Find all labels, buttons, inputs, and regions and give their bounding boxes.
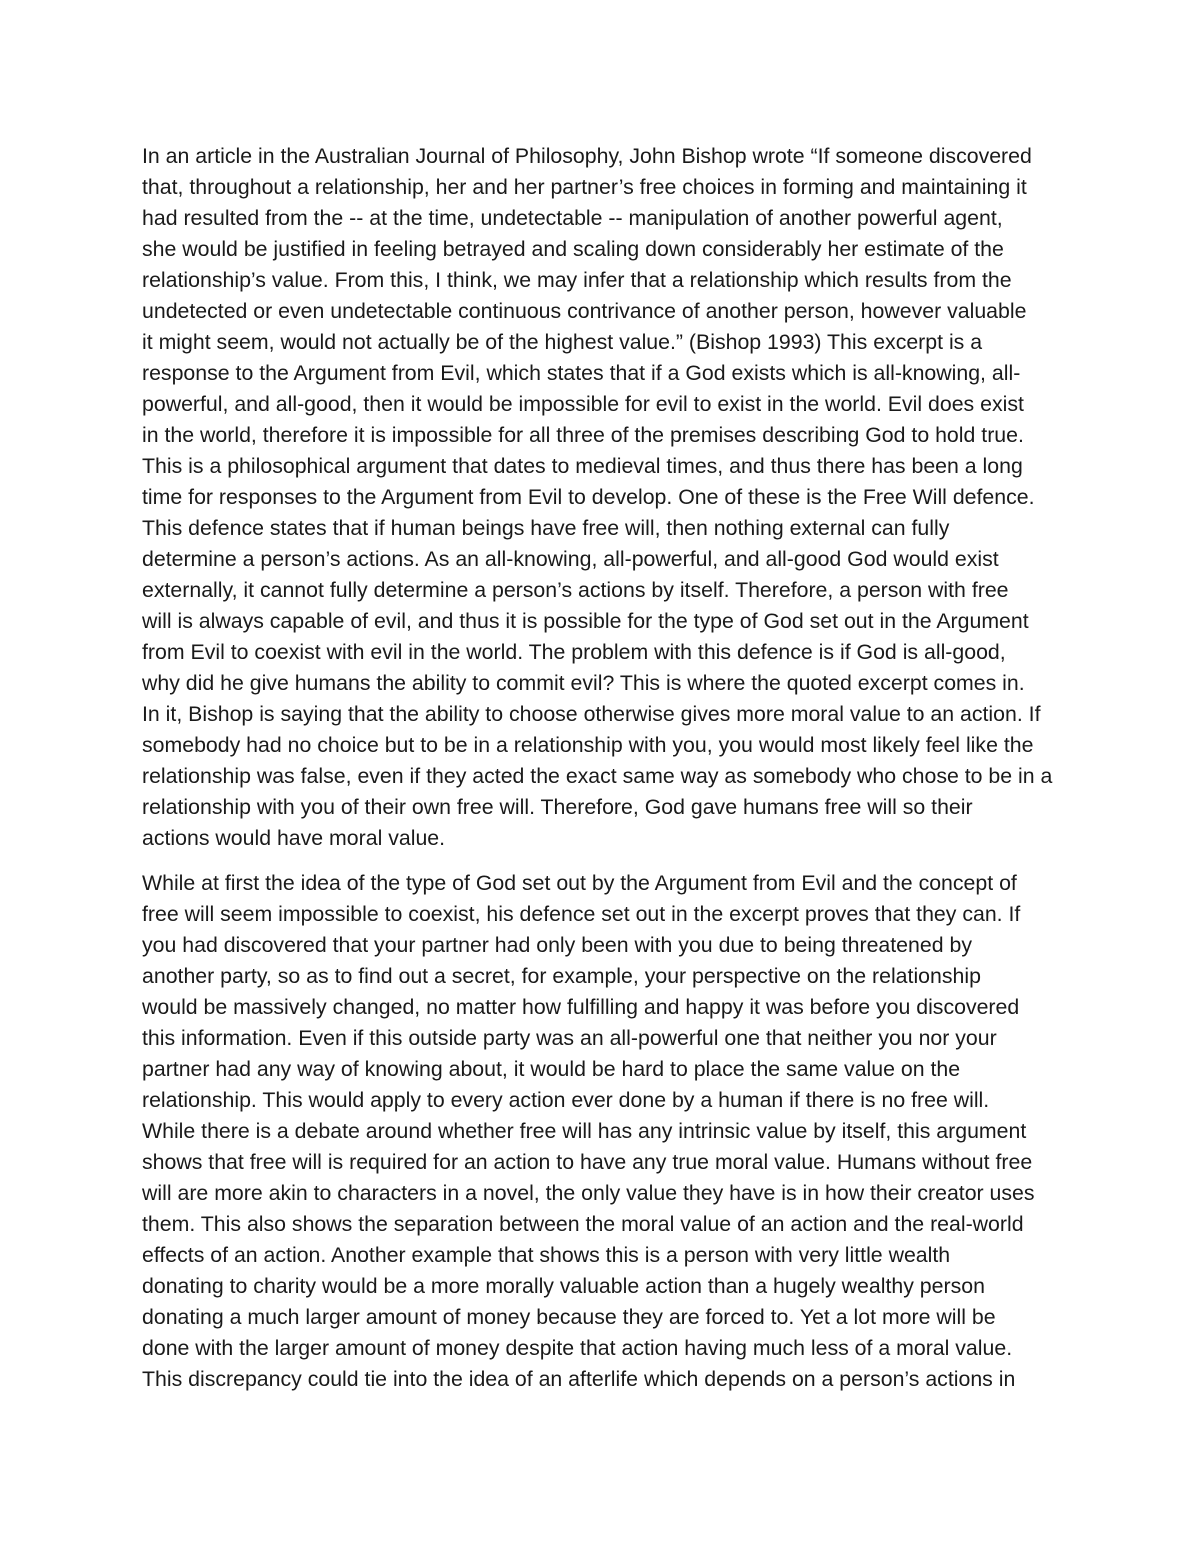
document-body: [142, 141, 1062, 1395]
text-line: In it, Bishop is saying that the ability to choose otherwise gives more moral value to an action. If: [142, 702, 1041, 726]
text-line: relationship. This would apply to every action ever done by a human if there is no free will.: [142, 1088, 990, 1112]
paragraph-gap: [142, 854, 1062, 868]
text-line: will is always capable of evil, and thus it is possible for the type of God set out in the Argument: [142, 609, 1029, 633]
text-line: them. This also shows the separation between the moral value of an action and the real-world: [142, 1212, 1024, 1236]
text-line: another party, so as to find out a secret, for example, your perspective on the relationship: [142, 964, 981, 988]
text-line: effects of an action. Another example that shows this is a person with very little wealth: [142, 1243, 951, 1267]
text-line: would be massively changed, no matter how fulfilling and happy it was before you discovered: [142, 995, 1020, 1019]
text-line: somebody had no choice but to be in a relationship with you, you would most likely feel like the: [142, 733, 1034, 757]
text-line: free will seem impossible to coexist, his defence set out in the excerpt proves that they can. If: [142, 902, 1021, 926]
text-line: partner had any way of knowing about, it would be hard to place the same value on the: [142, 1057, 961, 1081]
text-line: you had discovered that your partner had only been with you due to being threatened by: [142, 933, 972, 957]
text-line: This discrepancy could tie into the idea of an afterlife which depends on a person’s actions in: [142, 1367, 1016, 1391]
text-line: donating to charity would be a more morally valuable action than a hugely wealthy person: [142, 1274, 985, 1298]
text-line: relationship was false, even if they acted the exact same way as somebody who chose to be in a: [142, 764, 1053, 788]
text-line: why did he give humans the ability to commit evil? This is where the quoted excerpt comes in.: [142, 671, 1025, 695]
text-line: response to the Argument from Evil, which states that if a God exists which is all-knowing, all-: [142, 361, 1021, 385]
text-line: undetected or even undetectable continuous contrivance of another person, however valuable: [142, 299, 1027, 323]
text-line: powerful, and all-good, then it would be impossible for evil to exist in the world. Evil does exist: [142, 392, 1024, 416]
text-line: While at first the idea of the type of God set out by the Argument from Evil and the concept of: [142, 871, 1017, 895]
text-line: that, throughout a relationship, her and her partner’s free choices in forming and maintaining it: [142, 175, 1027, 199]
text-line: relationship’s value. From this, I think, we may infer that a relationship which results from the: [142, 268, 1012, 292]
text-line: determine a person’s actions. As an all-knowing, all-powerful, and all-good God would exist: [142, 547, 999, 571]
text-line: This is a philosophical argument that dates to medieval times, and thus there has been a long: [142, 454, 1023, 478]
text-line: she would be justified in feeling betrayed and scaling down considerably her estimate of the: [142, 237, 1004, 261]
paragraph-1: [142, 141, 1062, 854]
text-line: time for responses to the Argument from Evil to develop. One of these is the Free Will defence.: [142, 485, 1035, 509]
text-line: relationship with you of their own free will. Therefore, God gave humans free will so their: [142, 795, 973, 819]
text-line: While there is a debate around whether free will has any intrinsic value by itself, this argument: [142, 1119, 1027, 1143]
paragraph-2: [142, 868, 1062, 1395]
text-line: had resulted from the -- at the time, undetectable -- manipulation of another powerful agent,: [142, 206, 1003, 230]
text-line: from Evil to coexist with evil in the world. The problem with this defence is if God is all-good,: [142, 640, 1006, 664]
text-line: it might seem, would not actually be of the highest value.” (Bishop 1993) This excerpt is a: [142, 330, 983, 354]
text-line: in the world, therefore it is impossible for all three of the premises describing God to hold true.: [142, 423, 1024, 447]
text-line: shows that free will is required for an action to have any true moral value. Humans without free: [142, 1150, 1033, 1174]
text-line: done with the larger amount of money despite that action having much less of a moral value.: [142, 1336, 1013, 1360]
text-line: This defence states that if human beings have free will, then nothing external can fully: [142, 516, 950, 540]
text-line: In an article in the Australian Journal of Philosophy, John Bishop wrote “If someone discovered: [142, 144, 1032, 168]
text-line: donating a much larger amount of money because they are forced to. Yet a lot more will be: [142, 1305, 996, 1329]
text-line: this information. Even if this outside party was an all-powerful one that neither you nor your: [142, 1026, 997, 1050]
text-line: externally, it cannot fully determine a person’s actions by itself. Therefore, a person with free: [142, 578, 1009, 602]
text-line: will are more akin to characters in a novel, the only value they have is in how their creator uses: [142, 1181, 1035, 1205]
text-line: actions would have moral value.: [142, 826, 446, 850]
